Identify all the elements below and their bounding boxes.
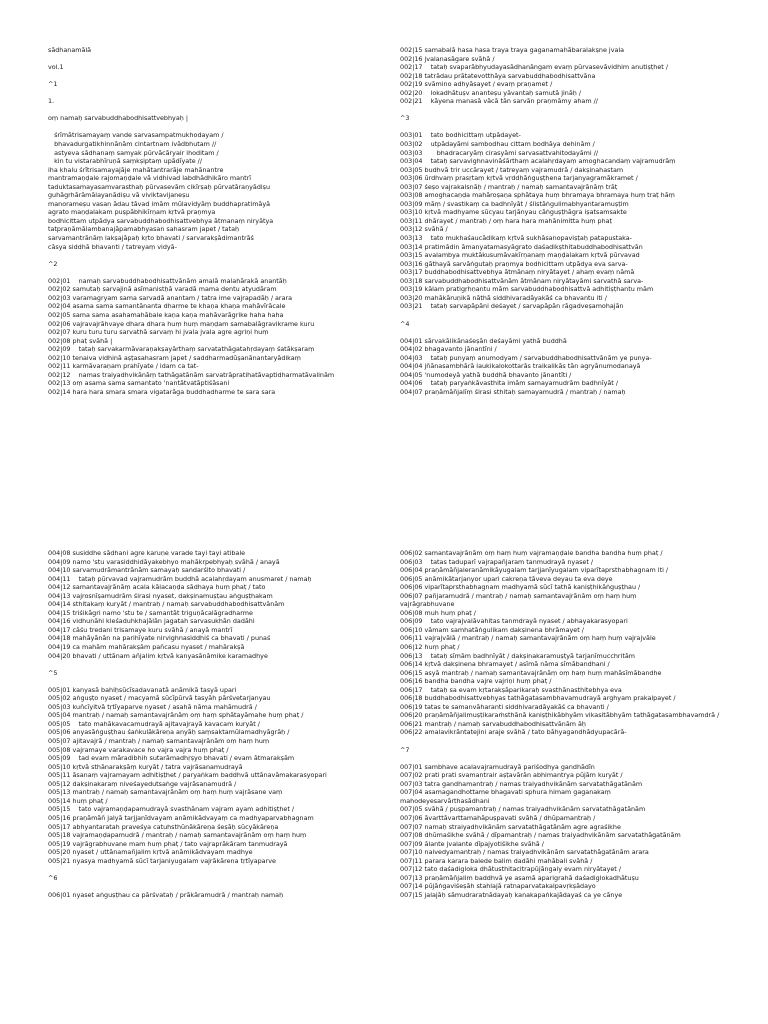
text-line: 005|14 huṃ phaṭ /: [48, 796, 108, 805]
text-line: ^4: [400, 319, 410, 328]
text-line: 007|08 dhūmaśikhe svāhā / dīpamantraḥ / namas traiyadhvikānām sarvatathāgatānām: [400, 831, 681, 840]
text-line: 1.: [48, 97, 55, 106]
text-line: 005|10 kṛtvā sthānarakṣāṃ kuryāt / tatra vajrāsanamudrayā: [48, 762, 243, 771]
text-line: 002|14 hara hara smara smara vigatarāga buddhadharme te sara sara: [48, 387, 276, 396]
text-line: 006|09 tato vajrajvalāvahitas tanmdrayā nyaset / abhayakarasyopari: [400, 617, 628, 626]
text-line: 003|07 śeṣo vajrakalsnāḥ / mantraḥ / namaḥ samantavajrānāṃ trāṭ: [400, 182, 618, 191]
text-line: 004|09 namo 'stu varasiddhidāyakebhyo mahākrpebhyaḥ svāhā / anayā: [48, 557, 280, 566]
text-line: 002|05 sama sama asahamahābale kaṇa kaṇa mahāvarāgrike haha haha: [48, 310, 284, 319]
text-line: [48, 268, 388, 277]
text-line: [400, 311, 740, 320]
text-line: 002|01 namaḥ sarvabuddhabodhisattvānām amalā malahārakā anantāḥ: [48, 276, 287, 285]
text-line: 007|07 namaḥ straiyadhvikānām sarvatathāgatānām agre agraśikhe: [400, 822, 621, 831]
text-line: 005|19 vajrāgrabhuvane mam huṃ phaṭ / tato vajraprākāram tanmudrayā: [48, 839, 288, 848]
text-line: 006|19 tatas te samanvāharanti siddhivaradāyakāś ca bhavanti /: [400, 702, 609, 711]
text-line: 003|19 kālam pratigṛhṇantu mām sarvabuddhabodhisattvā adhitiṣṭhantu mām: [400, 285, 654, 294]
text-line: [48, 89, 388, 98]
text-line: 004|01 sārvakālikānaśeṣān deśayāmi yathā buddhā: [400, 336, 567, 345]
text-line: śrīmātrisamayaṃ vande sarvasampatmukhodayam /: [48, 131, 224, 140]
text-line: 005|02 aṅguṣṭo nyaset / macyamā sūcīpūrvā tasyāh pārśvetarjanyau: [48, 694, 271, 703]
text-line: 006|05 anāmikātarjanyor upari cakreṇa tāveva deyau ta eva deye: [400, 574, 613, 583]
text-line: bodhicittam utpādya sarvabuddhabodhisattvebhya ātmanaṃ niryātya: [48, 216, 274, 225]
text-line: 004|10 sarvamudrāmantrānām samayaḥ sandarśito bhavati /: [48, 566, 246, 575]
text-line: ^5: [48, 668, 58, 677]
text-line: [48, 72, 388, 81]
text-line: oṃ namaḥ sarvabuddhabodhisattvebhyaḥ |: [48, 114, 188, 123]
text-line: 002|09 tataḥ sarvakarmāvaraṇakṣayārthaṃ sarvatathāgatahṛdayaṃ śatākṣaraṃ: [48, 345, 315, 354]
text-line: 006|17 tataḥ sa evam kṛtarakṣāparikaraḥ svasthānasthitebhya eva: [400, 685, 622, 694]
text-line: [48, 251, 388, 260]
text-line: 004|19 ca mahām mahārakṣām pañcasu nyaset / mahārakṣā: [48, 643, 245, 652]
text-line: 003|04 tataḥ sarvavighnavināśārthaṃ acalahṛdayaṃ amoghacandaṃ vajramudrāṃ: [400, 157, 676, 166]
text-line: 003|11 dhārayet / mantraḥ / oṃ hara hara mahānimitta huṃ phaṭ: [400, 216, 613, 225]
text-line: iha khalu śrītrisamayajāje mahātantrarāje mahānantre: [48, 165, 224, 174]
text-line: 006|16 bandha bandha vajre vajriṇi huṃ phaṭ /: [400, 677, 552, 686]
text-line: bhavadurgatikhinnānām cintartnam ivādbhutam //: [48, 140, 217, 149]
text-line: 006|01 nyaset aṅguṣṭhau ca pārśvataḥ / prākāramudrā / mantraḥ namaḥ: [48, 890, 284, 899]
text-line: 007|02 prati prati svamantrair aṣṭavārān abhimantrya pūjām kuryāt /: [400, 771, 623, 780]
text-line: ^2: [48, 259, 58, 268]
text-line: 002|17 tataḥ svaparābhyudayasādhanāngam evaṃ pūrvasevāvidhim anutiṣṭhet /: [400, 63, 668, 72]
text-line: 002|20 lokadhātuṣv ananteṣu yāvantaḥ samutā jināḥ /: [400, 88, 581, 97]
text-line: 007|14 pūjāṅgaviśeṣāh stahlajā ratnaparvatakalpavṛkṣādayo: [400, 882, 596, 891]
text-line: 002|11 karmāvaraṇam prahīyate / idam ca tat-: [48, 362, 199, 371]
text-line: 003|06 ūrdhvaṃ prasṛtaṃ kṛtvā vṛddhāṅguṣṭhena tarjanyagramākramet /: [400, 174, 638, 183]
text-line: 002|16 jvalanasāgare svāhā /: [400, 54, 495, 63]
text-line: [48, 55, 388, 64]
text-line: 007|13 praṇāmāñjalim baddhvā ye asamā aparigrahā daśadiglokadhātuṣu: [400, 873, 639, 882]
text-line: 003|17 buddhabodhisattvebhya ātmānaṃ niryātayet / ahaṃ evaṃ nāmā: [400, 268, 635, 277]
text-line: 002|03 varamagryam sama sarvadā anantam / tatra ime vajrapadāḥ / arara: [48, 293, 293, 302]
text-line: agrato maṇḍalakam puṣpābhikīrṇam kṛtvā praṇmya: [48, 208, 216, 217]
text-line: 003|10 kṛtvā madhyame sūcyau tarjānyau cāṅguṣṭhāgra iṣatsamsakte: [400, 208, 627, 217]
text-line: ^1: [48, 80, 58, 89]
text-line: 006|08 muh huṃ phaṭ /: [400, 608, 476, 617]
text-line: taduktasamayasamvarasthaḥ pūrvasevām cikīrṣaḥ pūrvatāraṇyādiṣu: [48, 182, 271, 191]
text-line: 003|05 budhvā trir uccārayet / tatreyaṃ vajramudrā / dakṣinahastam: [400, 165, 624, 174]
text-line: 003|13 tato mukhaśaucādikaṃ kṛtvā sukhāsanopaviṣṭaḥ patapustaka-: [400, 234, 632, 243]
text-line: manorameṣu vasan ādau tāvad imām mūlavidyāṃ buddhapratimāyā: [48, 199, 271, 208]
text-line: 003|08 amoghacaṇḍa mahāroṣaṇa sphātaya huṃ bhramaya bhramaya huṃ traṭ hāṃ: [400, 191, 675, 200]
text-line: 005|04 mantraḥ / namaḥ samantavajrānām oṃ haṃ sphātayāmahe huṃ phaṭ /: [48, 711, 304, 720]
text-line: 005|13 mantraḥ / namaḥ samantavajrānām oṃ haṃ huṃ vajrāsane vaṃ: [48, 788, 283, 797]
text-line: 003|14 pratimādin āmanyatamasyāgrato daśadikṣthitabuddhabodhisattvān: [400, 242, 643, 251]
text-line: 002|08 phaṭ svāhā |: [48, 336, 113, 345]
text-line: 005|12 dakṣinakaraṃ niveśayedutsaṅge vajrāsanamudrā /: [48, 779, 237, 788]
text-line: 006|10 vāmam samhatāṅgulikam dakṣinena bhrāmayet /: [400, 625, 584, 634]
text-line: 005|17 abhyantaratah praveśya catuhsthūnākāreṇa śeṣāḥ sūcyākāreṇa: [48, 822, 279, 831]
text-line: 003|01 tato bodhicittaṃ utpādayet-: [400, 131, 521, 140]
text-line: 006|07 pañjaramudrā / mantraḥ / namaḥ samantavajrānām oṃ haṃ huṃ: [400, 591, 637, 600]
text-line: 006|11 vajrajvālā / mantraḥ / namaḥ samantavajrānām oṃ haṃ huṃ vajrajvāle: [400, 634, 656, 643]
text-line: 004|15 triśikāgri namo 'stu te / samantāt triguṇācalāgradharme: [48, 608, 253, 617]
text-line: 004|18 mahāyānān na parihīyate nirvighnasiddhiś ca bhavati / punaś: [48, 634, 271, 643]
text-line: [400, 754, 740, 763]
text-line: guhāgrhārāmālayanādiṣu vā viviktavijaneṣu: [48, 191, 190, 200]
text-line: sādhanamālā: [48, 46, 92, 54]
text-line: 003|12 svāhā /: [400, 225, 448, 234]
text-line: ^3: [400, 114, 410, 123]
text-line: mantramaṇḍale rajomaṇḍale vā vidhivad labdhādhikāro mantrī: [48, 174, 252, 183]
text-line: 007|04 asamagandhottame bhagavati sphura himam gaganakaṃ: [400, 788, 611, 797]
text-line: 007|05 svāhā / puṣpamantraḥ / namas traiyadhvikānām sarvatathāgatānām: [400, 805, 646, 814]
text-line: 005|11 āsanaṃ vajramayam adhitiṣṭhet / paryaṅkam baddhvā uttānavāmakarasyopari: [48, 771, 327, 780]
text-line: 004|13 vajrosnīṣamudrām śirasi nyaset, dakṣinamuṣṭau aṅguṣṭhakam: [48, 591, 273, 600]
text-line: 007|12 tato daśadigloka dhātusthitacitrapūjāngaiy evam niryātayet /: [400, 865, 621, 874]
text-line: 005|15 tato vajramaṇḍapamudrayā svasthānam vajram ayam adhitiṣṭhet /: [48, 805, 295, 814]
text-line: 006|04 praṇāmāñjaleranāmikāyugalam tarjjanīyugalam viparītaprsthabhagnam iti /: [400, 566, 669, 575]
text-line: kin tu vistarabhīruṇā saṃkṣiptaṃ upādīyate //: [48, 157, 202, 166]
text-line: 004|16 vidhunāhi kleśaduhkhajālān jagatah sarvasukhān dadāhi: [48, 617, 255, 626]
text-line: 002|06 vajravajrāhvaye dhara dhara huṃ huṃ maṇḍam samabalāgravikrame kuru: [48, 319, 315, 328]
text-line: 007|09 ālante jvalante dīpajyotiśikhe svāhā /: [400, 839, 544, 848]
text-line: 003|15 avalambya muktākusumāvakīrṇanaṃ maṇḍalakam kṛtvā pūrvavad: [400, 251, 640, 260]
text-line: cāsya siddhā bhavanti / tatreyaṃ vidyā-: [48, 242, 177, 251]
text-line: 005|18 vajramaṇḍapamudrā / mantraḥ / namaḥ samantavajrānām oṃ haṃ huṃ: [48, 831, 307, 840]
text-line: 005|21 nyasya madhyamā sūcī tarjaniyugalam vajrākārena tṛtīyaparve: [48, 856, 276, 865]
text-column-bottom-right: [400, 549, 740, 999]
text-line: mahodeyesarvārthasādhani: [400, 796, 490, 805]
text-line: 007|06 āvarttāvarttamahāpuṣpavati svāhā / dhūpamantraḥ /: [400, 813, 596, 822]
text-line: 002|19 svāmino adhyāsayet / evaṃ praṇamet /: [400, 80, 553, 89]
text-line: 002|15 samabalā hasa hasa traya traya gaganamahābaralakṣne jvala: [400, 46, 625, 54]
text-line: 005|08 vajramaye varakavace ho vajra vajra huṃ phaṭ /: [48, 745, 229, 754]
text-line: tatpraṇāmālambanajāpamabhyasan sahasram japet / tataḥ: [48, 225, 240, 234]
text-line: 006|12 huṃ phaṭ /: [400, 643, 460, 652]
text-line: 002|04 asama sama samantānanta dharme te khaṇa khaṇa mahāvīrācale: [48, 302, 286, 311]
text-line: ^7: [400, 745, 410, 754]
text-line: 004|17 cāśu tredani trisamaye kuru svāhā / anayā mantrī: [48, 625, 233, 634]
text-line: 007|11 parara karara balede balim dadāhi mahābali svāhā /: [400, 856, 593, 865]
text-line: 005|06 anyasāṅguṣṭhau śaṅkulākāreṇa anyāḥ saṃsaktamūlamadhyāgrāḥ /: [48, 728, 290, 737]
text-line: 005|01 kanyasā bahiḥsūcīsadavanatā anāmikā tasyā upari: [48, 685, 237, 694]
text-line: 004|12 samantavajrānāṃ acala kālacaṇḍa sādhaya huṃ phaṭ / tato: [48, 583, 266, 592]
text-line: 006|14 kṛtvā dakṣinena bhramayet / asīmā nāma sīmābandhani /: [400, 660, 610, 669]
text-line: 006|13 tataḥ sīmām badhnīyāt / dakṣinakaramuṣṭyā tarjanīmucchritām: [400, 651, 635, 660]
text-line: 006|15 asyā mantraḥ / namaḥ samantavajrānāṃ oṃ haṃ huṃ mahāsīmābandhe: [400, 668, 662, 677]
text-line: 004|04 jñānasambhārā laukikalokottarās traikalikās tān agryānumodanayā: [400, 362, 641, 371]
text-line: [400, 328, 740, 337]
text-line: [48, 123, 388, 132]
text-line: 002|07 kuru turu turu sarvathā sarvaṃ hi jvala jvala agre agriṇi huṃ: [48, 328, 269, 337]
text-line: 003|09 māṃ / svastikaṃ ca badhnīyāt / ślistāṅgulimabhyantaramuṣṭim: [400, 199, 629, 208]
text-line: 004|08 susiddhe sādhani agre karuṇe varade tayi tayi atibale: [48, 549, 246, 557]
text-line: 003|16 gāthayā sarvāṅgutaḥ praṇmya bodhicittam utpādya eva sarva-: [400, 259, 628, 268]
text-line: 006|20 praṇāmāñjalimuṣṭikaraṁsthānā kaniṣṭhikābhyām vikasitābhyām tathāgatasambhavamdrā /: [400, 711, 720, 720]
text-line: 002|12 namas traiyadhvikānāṃ tathāgatānām sarvatrāpratihatāvaptidharmatāvalinām: [48, 370, 335, 379]
text-line: vajrāgrabhuvane: [400, 600, 455, 609]
text-line: astyeva sādhanaṃ samyak pūrvācāryair ihoditam /: [48, 148, 219, 157]
text-line: [400, 123, 740, 132]
text-line: 004|11 tataḥ pūrvavad vajramudrām buddhā acalahṛdayam anusmaret / namaḥ: [48, 574, 312, 583]
text-line: vol.1: [48, 63, 64, 72]
text-line: ^6: [48, 873, 58, 882]
text-line: [48, 106, 388, 115]
text-line: 004|06 tataḥ paryaṅkāvasthita imām samayamudrām badhnīyāt /: [400, 379, 618, 388]
text-line: 002|21 kāyena manasā vācā tān sarvān praṇmāmy aham //: [400, 97, 598, 106]
text-line: 004|03 tataḥ punyaṃ anumodyam / sarvabuddhabodhisattvānām ye punya-: [400, 353, 652, 362]
text-line: 004|14 sthitakaṃ kuryāt / mantraḥ / namaḥ sarvabuddhabodhisattvānām: [48, 600, 285, 609]
text-line: 005|05 tato mahākavacamudrayā ajitavajrayā kavacam kuryāt /: [48, 719, 260, 728]
text-line: 007|15 jalajāḥ sāmudraratnādayaḥ kanakapaṅkajādayaś ca ye cānye: [400, 890, 623, 899]
text-line: 002|18 tatrādau prātatevotthāya sarvabuddhabodhisattvāna: [400, 71, 596, 80]
text-line: 003|18 sarvabuddhabodhisattvānām ātmānam niryātayāmi sarvathā sarva-: [400, 276, 644, 285]
text-line: 002|10 tenaiva vidhinā aṣṭasahasram japet / saddharmadūṣanānantaryādikaṃ: [48, 353, 301, 362]
text-line: sarvamantrānāṃ lakṣajāpaḥ kṛto bhavati / sarvarakṣādimantrāś: [48, 234, 254, 243]
text-line: 004|05 'numodeyā yathā buddhā bhavanto jānantīti /: [400, 370, 572, 379]
text-line: 002|02 samutaḥ sarvajinā asīmanistḥā varadā mama dentu atyudāram: [48, 285, 277, 294]
text-line: 006|21 mantraḥ / namaḥ sarvabuddhabodhisattvānām āḥ: [400, 719, 586, 728]
text-line: [48, 677, 388, 686]
text-line: 003|02 utpādayāmi sambodhau cittam bodhāya dehinām /: [400, 140, 595, 149]
text-line: 003|20 mahākāruṇikā nāthā siddhivaradāyakāś ca bhavantu iti /: [400, 293, 607, 302]
text-line: 004|02 bhagavanto jānantīni /: [400, 345, 497, 354]
text-line: 007|03 tatra gandhamantraḥ / namas traiyadhvikānām sarvatathāgatānām: [400, 779, 643, 788]
text-line: 006|02 samantavajrānām oṃ haṃ huṃ vajramaṇḍale bandha bandha huṃ phaṭ /: [400, 549, 663, 557]
text-line: [48, 882, 388, 891]
text-line: 005|03 kuñcīyitvā tṛtīyaparve nyaset / asahā nāma mahāmudrā /: [48, 702, 257, 711]
text-line: [400, 737, 740, 746]
text-line: 002|13 oṃ asama sama samantato 'nantātvatāptiśāsani: [48, 379, 230, 388]
text-column-top-right: [400, 46, 740, 461]
text-line: [48, 660, 388, 669]
text-column-bottom-left: [48, 549, 388, 999]
text-line: 006|18 buddhabodhisattvebhyas tathāgatasambhavamudrayā arghyam prakalpayet /: [400, 694, 676, 703]
text-line: [400, 106, 740, 115]
text-line: 006|06 viparītaprsthabhagnam madhyamā sūcī tathā kaniṣṭhikāṅguṣṭhau /: [400, 583, 641, 592]
text-line: 004|20 bhavati / uttānam añjalim kṛtvā kanyasānāmike karamadhye: [48, 651, 268, 660]
text-line: 005|16 praṇāmāñ jalyā tarjjanīdvayam anāmikādvayaṃ ca madhyaparvabhagnam: [48, 813, 314, 822]
text-line: 006|22 amalavikrāntatejini araje svāhā / tato bāhyagandhādyupacārā-: [400, 728, 627, 737]
text-line: 003|03 bhadracaryāṃ cirasyāmi sarvasattvahitodayāmi //: [400, 148, 599, 157]
text-line: 007|10 naivedyamantraḥ / namas traiyadhvikānām sarvatathāgatānām arara: [400, 848, 649, 857]
text-line: 006|03 tatas taduparī vajrapañjaram tanmudrayā nyaset /: [400, 557, 594, 566]
text-line: 005|09 tad evam māradibhih sutarāmadhṛṣyo bhavati / evam ātmarakṣām: [48, 754, 295, 763]
text-line: 005|07 ajitavajrā / mantraḥ / namaḥ samantavajrānām oṃ haṃ huṃ: [48, 737, 270, 746]
text-column-top-left: [48, 46, 388, 461]
text-line: 003|21 tataḥ sarvapāpāni deśayet / sarvapāpān rāgadveṣamohajān: [400, 302, 624, 311]
text-line: 007|01 sambhave acalavajramudrayā pariśodhya gandhādīn: [400, 762, 595, 771]
text-line: [48, 865, 388, 874]
text-line: 005|20 nyaset / uttānamañjalim kṛtvā anāmikādvayam madhye: [48, 848, 253, 857]
text-line: 004|07 praṇāmāñjalīṃ śirasi sthitaḥ samayamudrā / mantraḥ / namaḥ: [400, 387, 626, 396]
